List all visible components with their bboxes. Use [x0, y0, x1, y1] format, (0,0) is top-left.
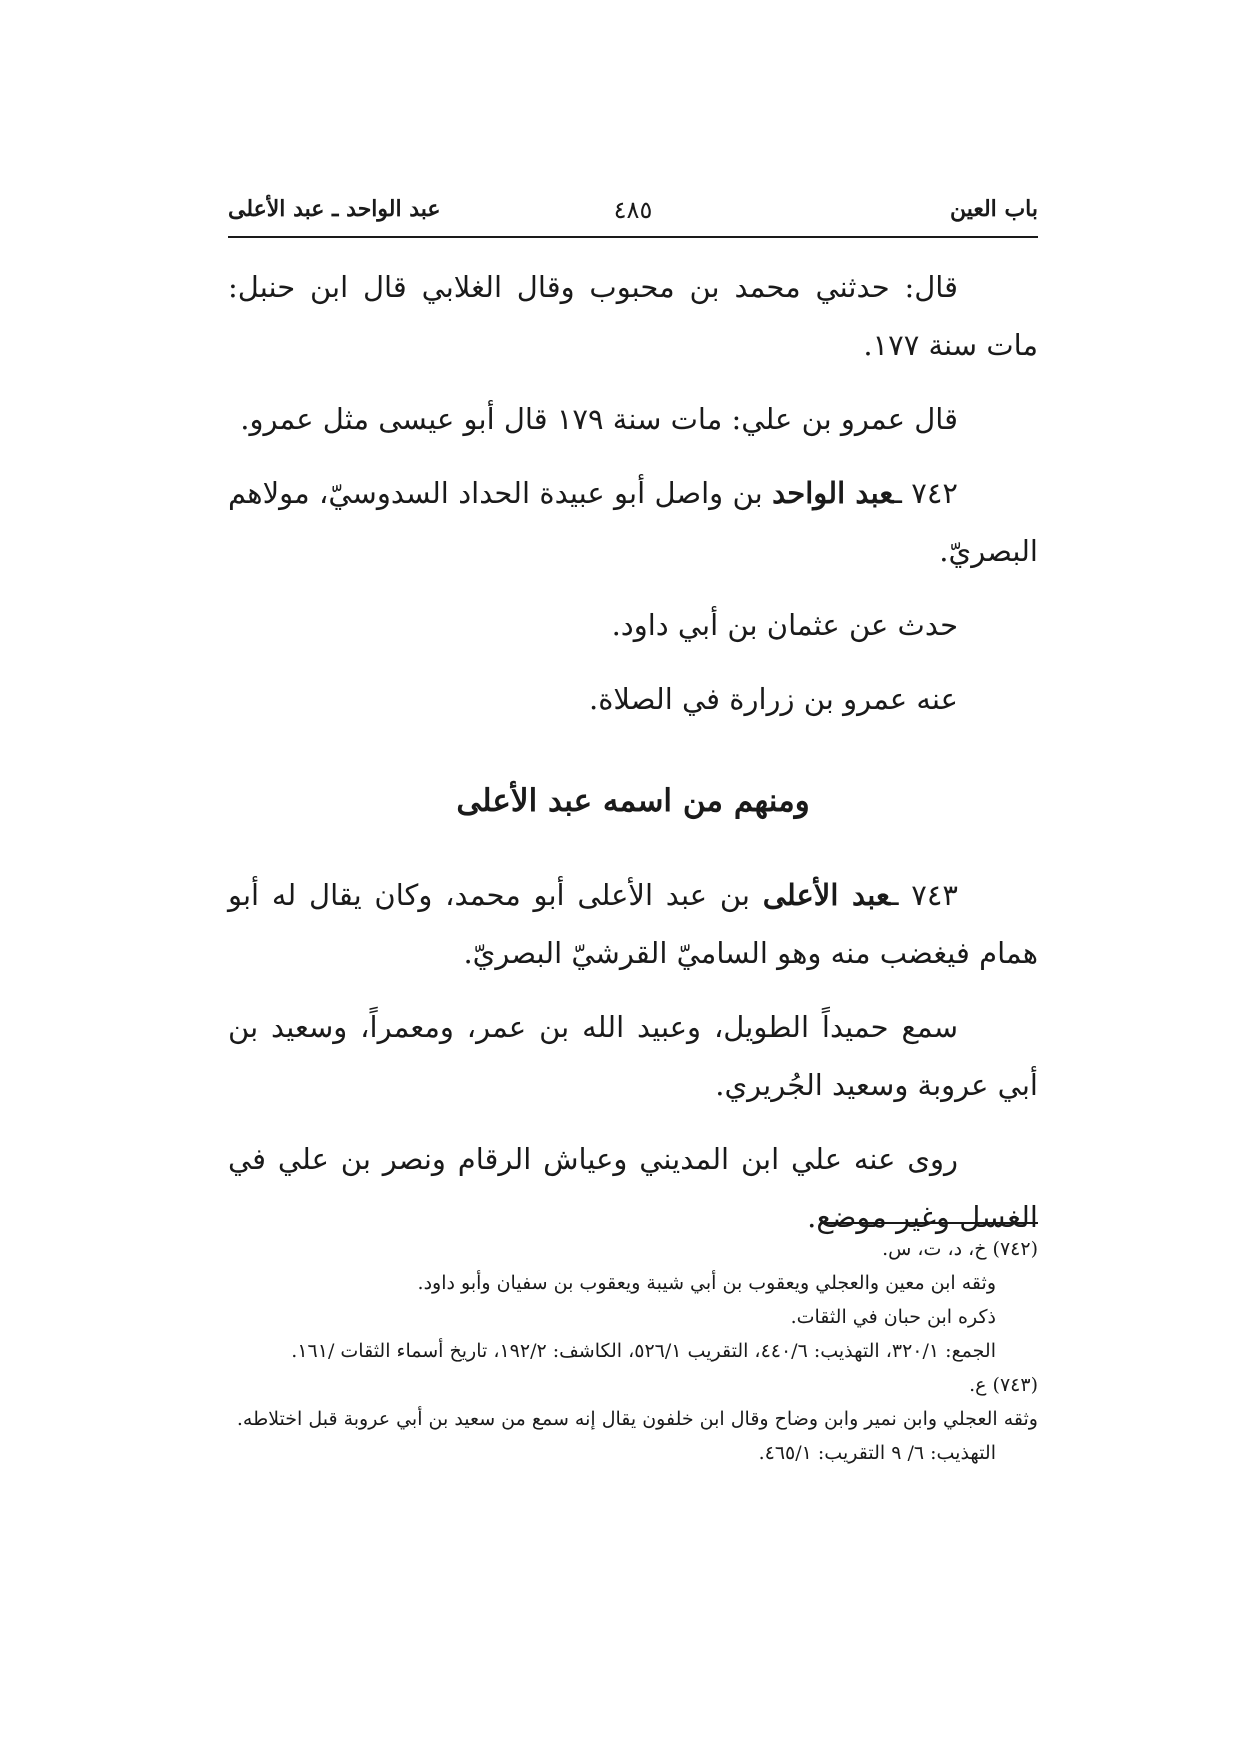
footnote-743-line: وثقه العجلي وابن نمير وابن وضاح وقال ابن خلفون يقال إنه سمع من سعيد بن أبي عروبة قبل اختلاطه. — [236, 1408, 1038, 1430]
section-heading: ومنهم من اسمه عبد الأعلى — [456, 783, 810, 819]
page-number: ٤٨٥ — [613, 196, 653, 224]
entry-number: ٧٤٢ ـ — [893, 476, 959, 510]
footnote-743-line: التهذيب: ٦/ ٩ التقريب: ٤٦٥/١. — [758, 1442, 996, 1464]
section-title: عبد الواحد ـ عبد الأعلى — [228, 196, 441, 222]
entry-text: بن واصل أبو عبيدة الحداد السدوسيّ، مولاهم البصريّ. — [228, 476, 1038, 568]
running-header — [228, 196, 1038, 236]
footnote-rule — [820, 1222, 1038, 1224]
entry-text: بن عبد الأعلى أبو محمد، وكان يقال له أبو همام فيغضب منه وهو الساميّ القرشيّ البصريّ. — [228, 878, 1038, 970]
paragraph-amr-ibn-ali: قال عمرو بن علي: مات سنة ١٧٩ قال أبو عيسى مثل عمرو. — [240, 402, 958, 436]
footnote-742-line: الجمع: ٣٢٠/١، التهذيب: ٤٤٠/٦، التقريب ٥٢٦/١، الكاشف: ١٩٢/٢، تاريخ أسماء الثقات /١٦١. — [291, 1340, 996, 1362]
footnote-742-head: (٧٤٢) خ، د، ت، س. — [882, 1238, 1038, 1260]
footnote-742-line: ذكره ابن حبان في الثقات. — [790, 1306, 996, 1328]
header-rule — [228, 236, 1038, 238]
footnotes — [228, 1232, 1038, 1470]
paragraph-ibn-hanbal: قال: حدثني محمد بن محبوب وقال الغلابي قال ابن حنبل: مات سنة ١٧٧. — [228, 270, 1038, 362]
entry-742 — [228, 464, 1038, 580]
main-text — [228, 258, 1038, 1262]
footnote-743-head: (٧٤٣) ع. — [969, 1374, 1038, 1396]
paragraph-narrated-by: روى عنه علي ابن المديني وعياش الرقام ونصر بن علي في الغسل وغير موضع. — [228, 1142, 1038, 1234]
paragraph-heard-from: سمع حميداً الطويل، وعبيد الله بن عمر، ومعمراً، وسعيد بن أبي عروبة وسعيد الجُريري. — [228, 1010, 1038, 1102]
chapter-title: باب العين — [949, 196, 1038, 222]
entry-743 — [228, 866, 1038, 982]
paragraph-narrated-from: حدث عن عثمان بن أبي داود. — [611, 608, 958, 642]
footnote-742-line: وثقه ابن معين والعجلي ويعقوب بن أبي شيبة ويعقوب بن سفيان وأبو داود. — [417, 1272, 996, 1294]
paragraph-narrators: عنه عمرو بن زرارة في الصلاة. — [589, 682, 958, 716]
entry-name: عبد الأعلى — [762, 878, 891, 912]
entry-name: عبد الواحد — [772, 476, 894, 510]
entry-number: ٧٤٣ ـ — [890, 878, 959, 912]
